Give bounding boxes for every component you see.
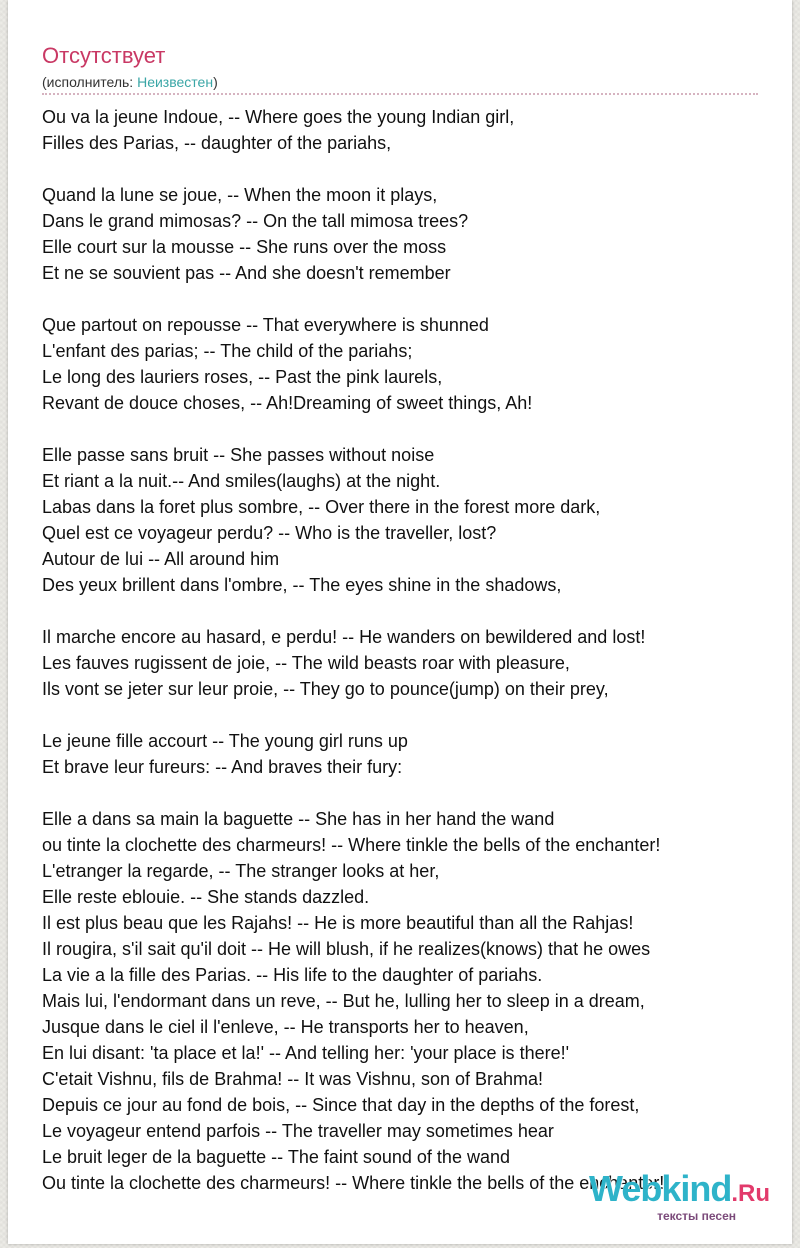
webkind-logo[interactable]	[588, 1168, 770, 1223]
lyric-line: Quand la lune se joue, -- When the moon it plays,	[42, 185, 438, 205]
lyric-line: Ou tinte la clochette des charmeurs! -- Where tinkle the bells of the enchanter!	[42, 1173, 665, 1193]
logo-name: Webkind	[588, 1168, 732, 1209]
lyric-line: Ils vont se jeter sur leur proie, -- They go to pounce(jump) on their prey,	[42, 679, 609, 699]
lyric-line	[42, 598, 782, 624]
logo-tld: .Ru	[731, 1180, 770, 1207]
lyric-line: Les fauves rugissent de joie, -- The wild beasts roar with pleasure,	[42, 653, 570, 673]
lyrics-card	[8, 0, 792, 1244]
lyric-line: Elle reste eblouie. -- She stands dazzled.	[42, 887, 370, 907]
logo-tagline: тексты песен	[657, 1209, 736, 1223]
lyric-line	[42, 156, 782, 182]
lyric-line: Et brave leur fureurs: -- And braves their fury:	[42, 757, 403, 777]
lyric-line: Le bruit leger de la baguette -- The faint sound of the wand	[42, 1147, 510, 1167]
lyric-line: Il marche encore au hasard, e perdu! -- He wanders on bewildered and lost!	[42, 627, 646, 647]
lyric-line: C'etait Vishnu, fils de Brahma! -- It was Vishnu, son of Brahma!	[42, 1069, 544, 1089]
lyric-line: Elle court sur la mousse -- She runs over the moss	[42, 237, 447, 257]
lyric-line: Autour de lui -- All around him	[42, 549, 280, 569]
lyric-line: Quel est ce voyageur perdu? -- Who is the traveller, lost?	[42, 523, 497, 543]
lyric-line: ou tinte la clochette des charmeurs! -- Where tinkle the bells of the enchanter!	[42, 835, 661, 855]
lyric-line: Revant de douce choses, -- Ah!Dreaming of sweet things, Ah!	[42, 393, 533, 413]
lyric-line	[42, 286, 782, 312]
title-divider	[42, 93, 758, 95]
lyric-line	[42, 416, 782, 442]
artist-line	[42, 73, 218, 91]
lyric-line: Le long des lauriers roses, -- Past the pink laurels,	[42, 367, 443, 387]
lyric-line: Filles des Parias, -- daughter of the pariahs,	[42, 133, 392, 153]
lyric-line: Dans le grand mimosas? -- On the tall mimosa trees?	[42, 211, 469, 231]
page-title: Отсутствует	[42, 43, 166, 68]
lyric-line: Elle a dans sa main la baguette -- She has in her hand the wand	[42, 809, 555, 829]
lyric-line: Le voyageur entend parfois -- The traveller may sometimes hear	[42, 1121, 554, 1141]
lyric-line: Jusque dans le ciel il l'enleve, -- He transports her to heaven,	[42, 1017, 529, 1037]
lyric-line	[42, 780, 782, 806]
lyric-line: Il est plus beau que les Rajahs! -- He is more beautiful than all the Rahjas!	[42, 913, 634, 933]
lyric-line: Et riant a la nuit.-- And smiles(laughs) at the night.	[42, 471, 441, 491]
lyric-line: L'enfant des parias; -- The child of the pariahs;	[42, 341, 413, 361]
lyric-line: La vie a la fille des Parias. -- His life to the daughter of pariahs.	[42, 965, 543, 985]
logo-wordmark	[588, 1168, 770, 1212]
lyric-line: Elle passe sans bruit -- She passes without noise	[42, 445, 435, 465]
lyric-line: Labas dans la foret plus sombre, -- Over there in the forest more dark,	[42, 497, 601, 517]
lyric-line: En lui disant: 'ta place et la!' -- And telling her: 'your place is there!'	[42, 1043, 570, 1063]
lyric-line: Que partout on repousse -- That everywhere is shunned	[42, 315, 489, 335]
artist-prefix: (исполнитель:	[42, 74, 138, 90]
lyric-line: Et ne se souvient pas -- And she doesn't remember	[42, 263, 451, 283]
lyric-line: Mais lui, l'endormant dans un reve, -- But he, lulling her to sleep in a dream,	[42, 991, 645, 1011]
lyric-line: L'etranger la regarde, -- The stranger looks at her,	[42, 861, 440, 881]
lyric-line: Ou va la jeune Indoue, -- Where goes the young Indian girl,	[42, 107, 515, 127]
lyric-line	[42, 702, 782, 728]
lyric-line: Il rougira, s'il sait qu'il doit -- He will blush, if he realizes(knows) that he owes	[42, 939, 651, 959]
artist-link[interactable]: Неизвестен	[137, 74, 214, 90]
lyric-line: Le jeune fille accourt -- The young girl runs up	[42, 731, 408, 751]
lyric-line: Depuis ce jour au fond de bois, -- Since that day in the depths of the forest,	[42, 1095, 640, 1115]
lyrics-text	[42, 104, 782, 1196]
lyric-line: Des yeux brillent dans l'ombre, -- The eyes shine in the shadows,	[42, 575, 562, 595]
artist-suffix: )	[213, 74, 218, 90]
